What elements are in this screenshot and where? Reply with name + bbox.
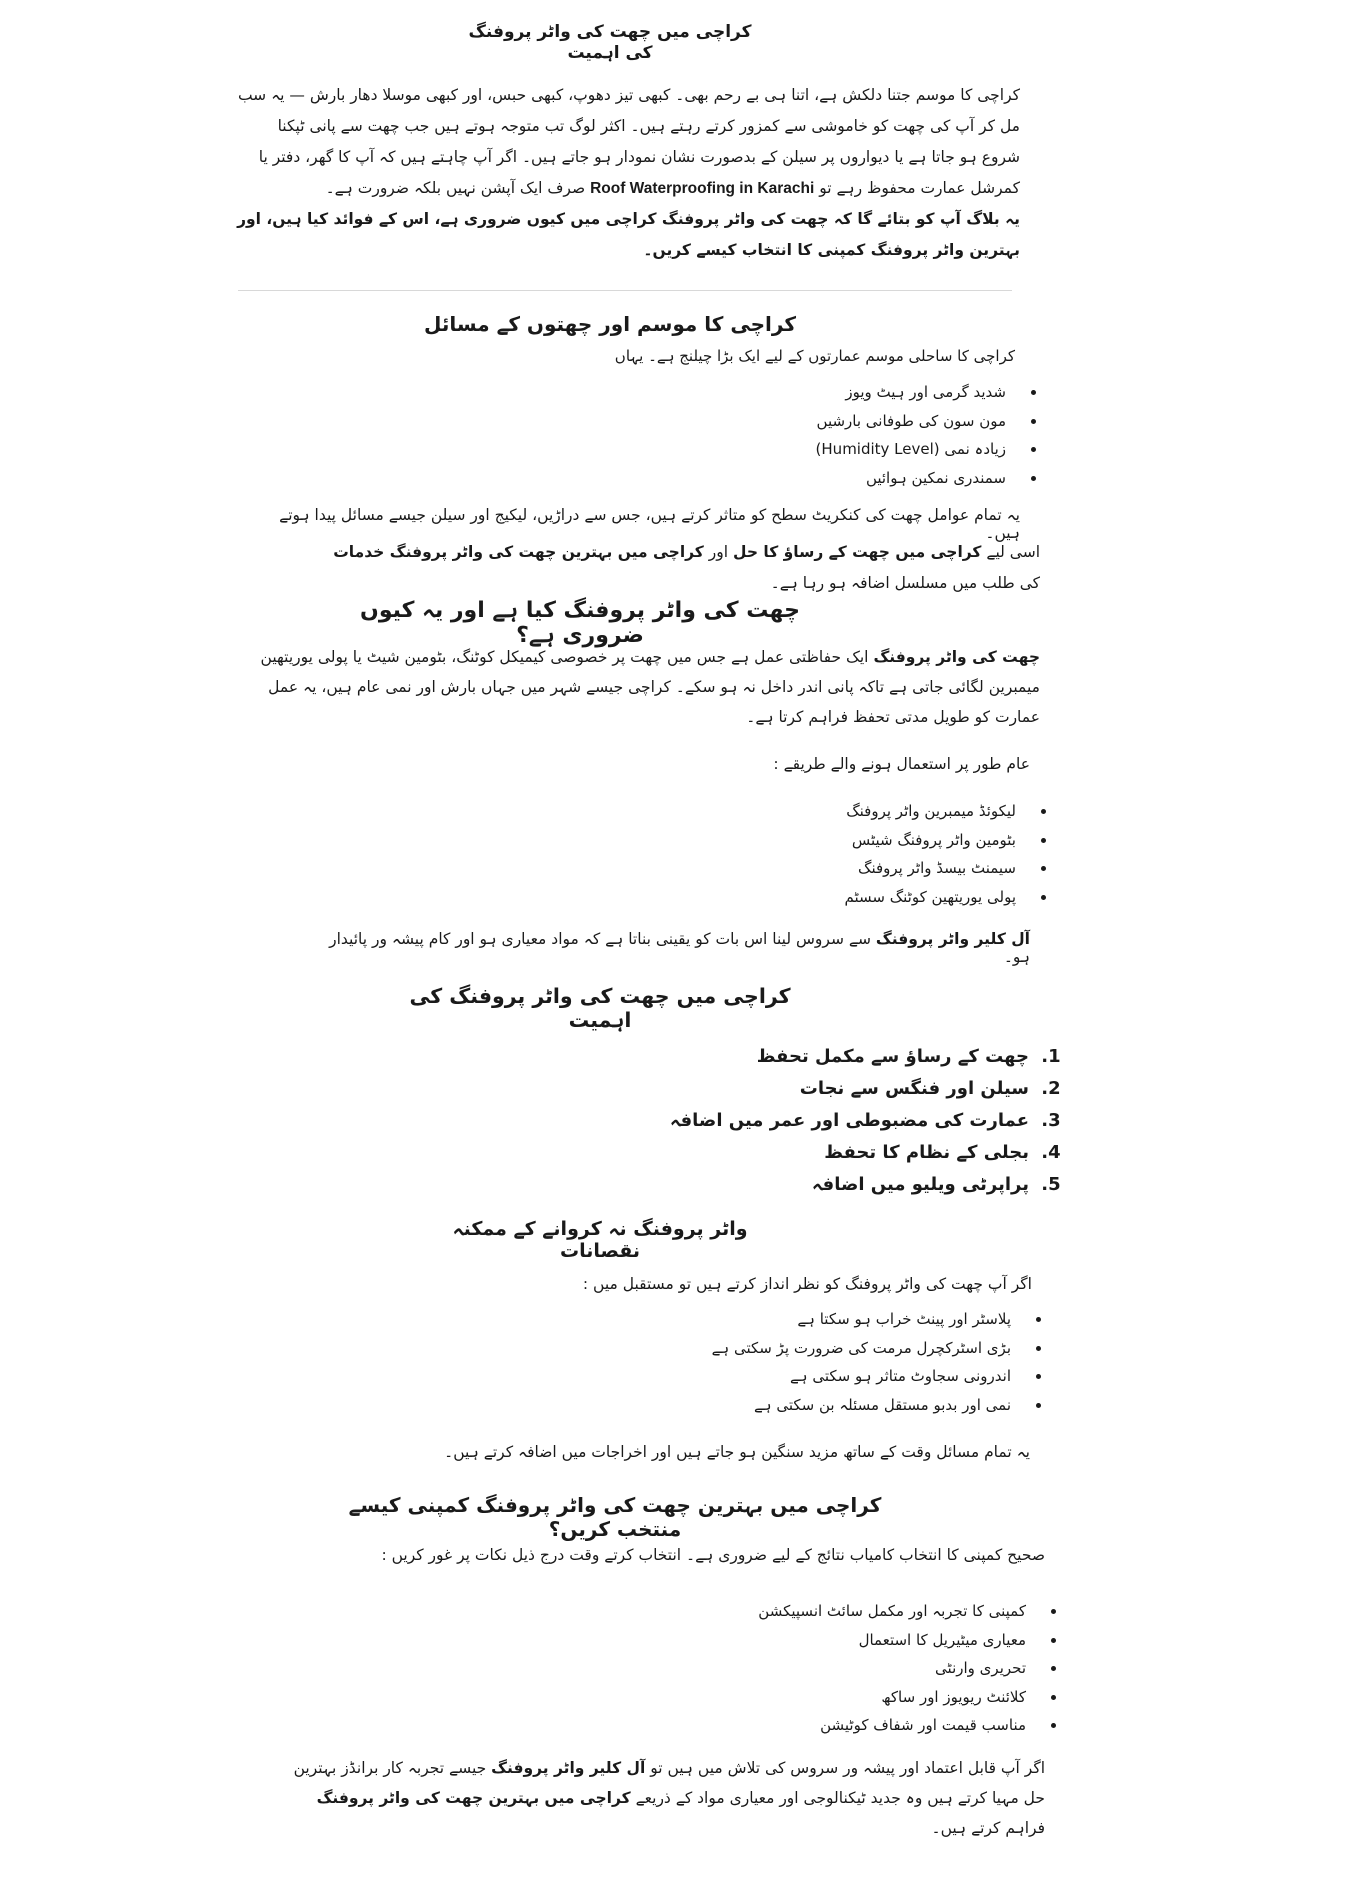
demand-term-1: کراچی میں چھت کے رساؤ کا حل [732,543,982,561]
closing-a: اگر آپ قابل اعتماد اور پیشہ ور سروس کی تلاش میں ہیں تو [650,1759,1045,1777]
list-item: • تحریری وارنٹی [730,1654,1040,1683]
list-item: • اندرونی سجاوٹ متاثر ہو سکتی ہے [680,1362,1025,1391]
list-item: • معیاری میٹیریل کا استعمال [730,1626,1040,1655]
weather-list [760,378,1042,492]
list-item: • لیکوئڈ میمبرین واٹر پروفنگ [780,797,1030,826]
closing-c: فراہم کرتے ہیں۔ [931,1819,1045,1837]
list-item: • کمپنی کا تجربہ اور مکمل سائٹ انسپیکشن [730,1597,1040,1626]
what-is-term: چھت کی واٹر پروفنگ [873,648,1040,666]
demand-prefix: اسی لیے [986,543,1040,561]
demand-suffix: کی طلب میں مسلسل اضافہ ہو رہا ہے۔ [770,574,1040,592]
list-item: 4. بجلی کے نظام کا تحفظ [660,1137,1035,1169]
list-item: • نمی اور بدبو مستقل مسئلہ بن سکتی ہے [680,1391,1025,1420]
list-item: • شدید گرمی اور ہیٹ ویوز [760,378,1020,407]
weather-demand [330,537,1040,599]
what-is-paragraph [260,642,1040,732]
closing-brand: آل کلیر واٹر پروفنگ [491,1759,646,1777]
list-item: • بٹومین واٹر پروفنگ شیٹس [780,826,1030,855]
document-title: کراچی میں چھت کی واٹر پروفنگ کی اہمیت [468,22,752,63]
brand-note-text: سے سروس لینا اس بات کو یقینی بناتا ہے کہ مواد معیاری ہو اور کام پیشہ ور پائیدار ہو۔ [329,930,1030,966]
closing-paragraph [280,1753,1045,1843]
brand-name: آل کلیر واٹر پروفنگ [875,930,1030,948]
heading-choose: کراچی میں بہترین چھت کی واٹر پروفنگ کمپنی کیسے منتخب کریں؟ [348,1493,882,1541]
heading-risks: واٹر پروفنگ نہ کروانے کے ممکنہ نقصانات [452,1218,748,1262]
list-item: • بڑی اسٹرکچرل مرمت کی ضرورت پڑ سکتی ہے [680,1334,1025,1363]
weather-intro: کراچی کا ساحلی موسم عمارتوں کے لیے ایک بڑا چیلنج ہے۔ یہاں [614,347,1015,365]
risks-list [680,1305,1047,1419]
section-divider [238,290,1012,291]
what-is-body: ایک حفاظتی عمل ہے جس میں چھت پر خصوصی کیمیکل کوٹنگ، بٹومین شیٹ یا پولی یوریتھین میمبرین لگائی جاتی ہے تاکہ پانی اندر داخل نہ ہو سکے۔ کراچی جیسے شہر میں جہاں بارش اور نمی عام ہیں، یہ عمل عمارت کو طویل مدتی تحفظ فراہم کرتا ہے۔ [260,648,1040,726]
methods-label: عام طور پر استعمال ہونے والے طریقے : [773,755,1030,773]
importance-list [660,1041,1059,1201]
demand-and: اور [708,543,729,561]
intro-english-term: Roof Waterproofing in Karachi [590,180,815,197]
heading-importance: کراچی میں چھت کی واٹر پروفنگ کی اہمیت [409,984,791,1032]
heading-what-is: چھت کی واٹر پروفنگ کیا ہے اور یہ کیوں ضروری ہے؟ [360,598,800,648]
list-item: 1. چھت کے رساؤ سے مکمل تحفظ [660,1041,1035,1073]
weather-effect: یہ تمام عوامل چھت کی کنکریٹ سطح کو متاثر کرتے ہیں، جس سے دراڑیں، لیکیج اور سیلن جیسے مسائل پیدا ہوتے ہیں۔ [279,506,1020,542]
intro-lead: یہ بلاگ آپ کو بتائے گا کہ چھت کی واٹر پروفنگ کراچی میں کیوں ضروری ہے، اس کے فوائد کیا ہیں، اور بہترین واٹر پروفنگ کمپنی کا انتخاب کیسے کریں۔ [237,210,1020,259]
list-item: • پلاسٹر اور پینٹ خراب ہو سکتا ہے [680,1305,1025,1334]
brand-note [320,930,1030,966]
risks-intro: اگر آپ چھت کی واٹر پروفنگ کو نظر انداز کرتے ہیں تو مستقبل میں : [582,1275,1032,1293]
list-item: • پولی یوریتھین کوٹنگ سسٹم [780,883,1030,912]
list-item: 2. سیلن اور فنگس سے نجات [660,1073,1035,1105]
list-item: • سیمنٹ بیسڈ واٹر پروفنگ [780,854,1030,883]
list-item: • سمندری نمکین ہوائیں [760,464,1020,493]
intro-paragraph [235,80,1020,266]
risks-outro: یہ تمام مسائل وقت کے ساتھ مزید سنگین ہو جاتے ہیں اور اخراجات میں اضافہ کرتے ہیں۔ [444,1443,1030,1461]
list-item: 5. پراپرٹی ویلیو میں اضافہ [660,1169,1035,1201]
choose-intro: صحیح کمپنی کا انتخاب کامیاب نتائج کے لیے ضروری ہے۔ انتخاب کرتے وقت درج ذیل نکات پر غور کریں : [381,1546,1045,1564]
heading-weather: کراچی کا موسم اور چھتوں کے مسائل [424,312,796,336]
list-item: • مون سون کی طوفانی بارشیں [760,407,1020,436]
demand-term-2: کراچی میں بہترین چھت کی واٹر پروفنگ خدمات [333,543,704,561]
list-item: • زیادہ نمی (Humidity Level) [760,435,1020,464]
choose-list [730,1597,1062,1740]
list-item: • مناسب قیمت اور شفاف کوٹیشن [730,1711,1040,1740]
closing-bold: کراچی میں بہترین چھت کی واٹر پروفنگ [316,1789,631,1807]
intro-tail: صرف ایک آپشن نہیں بلکہ ضرورت ہے۔ [325,179,586,197]
list-item: 3. عمارت کی مضبوطی اور عمر میں اضافہ [660,1105,1035,1137]
methods-list [780,797,1052,911]
closing-b: جیسے تجربہ کار برانڈز بہترین حل مہیا کرتے ہیں وہ جدید ٹیکنالوجی اور معیاری مواد کے ذریعے [293,1759,1045,1807]
list-item: • کلائنٹ ریویوز اور ساکھ [730,1683,1040,1712]
intro-text: کراچی کا موسم جتنا دلکش ہے، اتنا ہی بے رحم بھی۔ کبھی تیز دھوپ، کبھی حبس، اور کبھی موسلا دھار بارش — یہ سب مل کر آپ کی چھت کو خاموشی سے کمزور کرتے رہتے ہیں۔ اکثر لوگ تب متوجہ ہوتے ہیں جب چھت سے پانی ٹپکنا شروع ہو جاتا ہے یا دیواروں پر سیلن کے بدصورت نشان نمودار ہو جاتے ہیں۔ اگر آپ چاہتے ہیں کہ آپ کا گھر، دفتر یا کمرشل عمارت محفوظ رہے تو [237,86,1020,197]
